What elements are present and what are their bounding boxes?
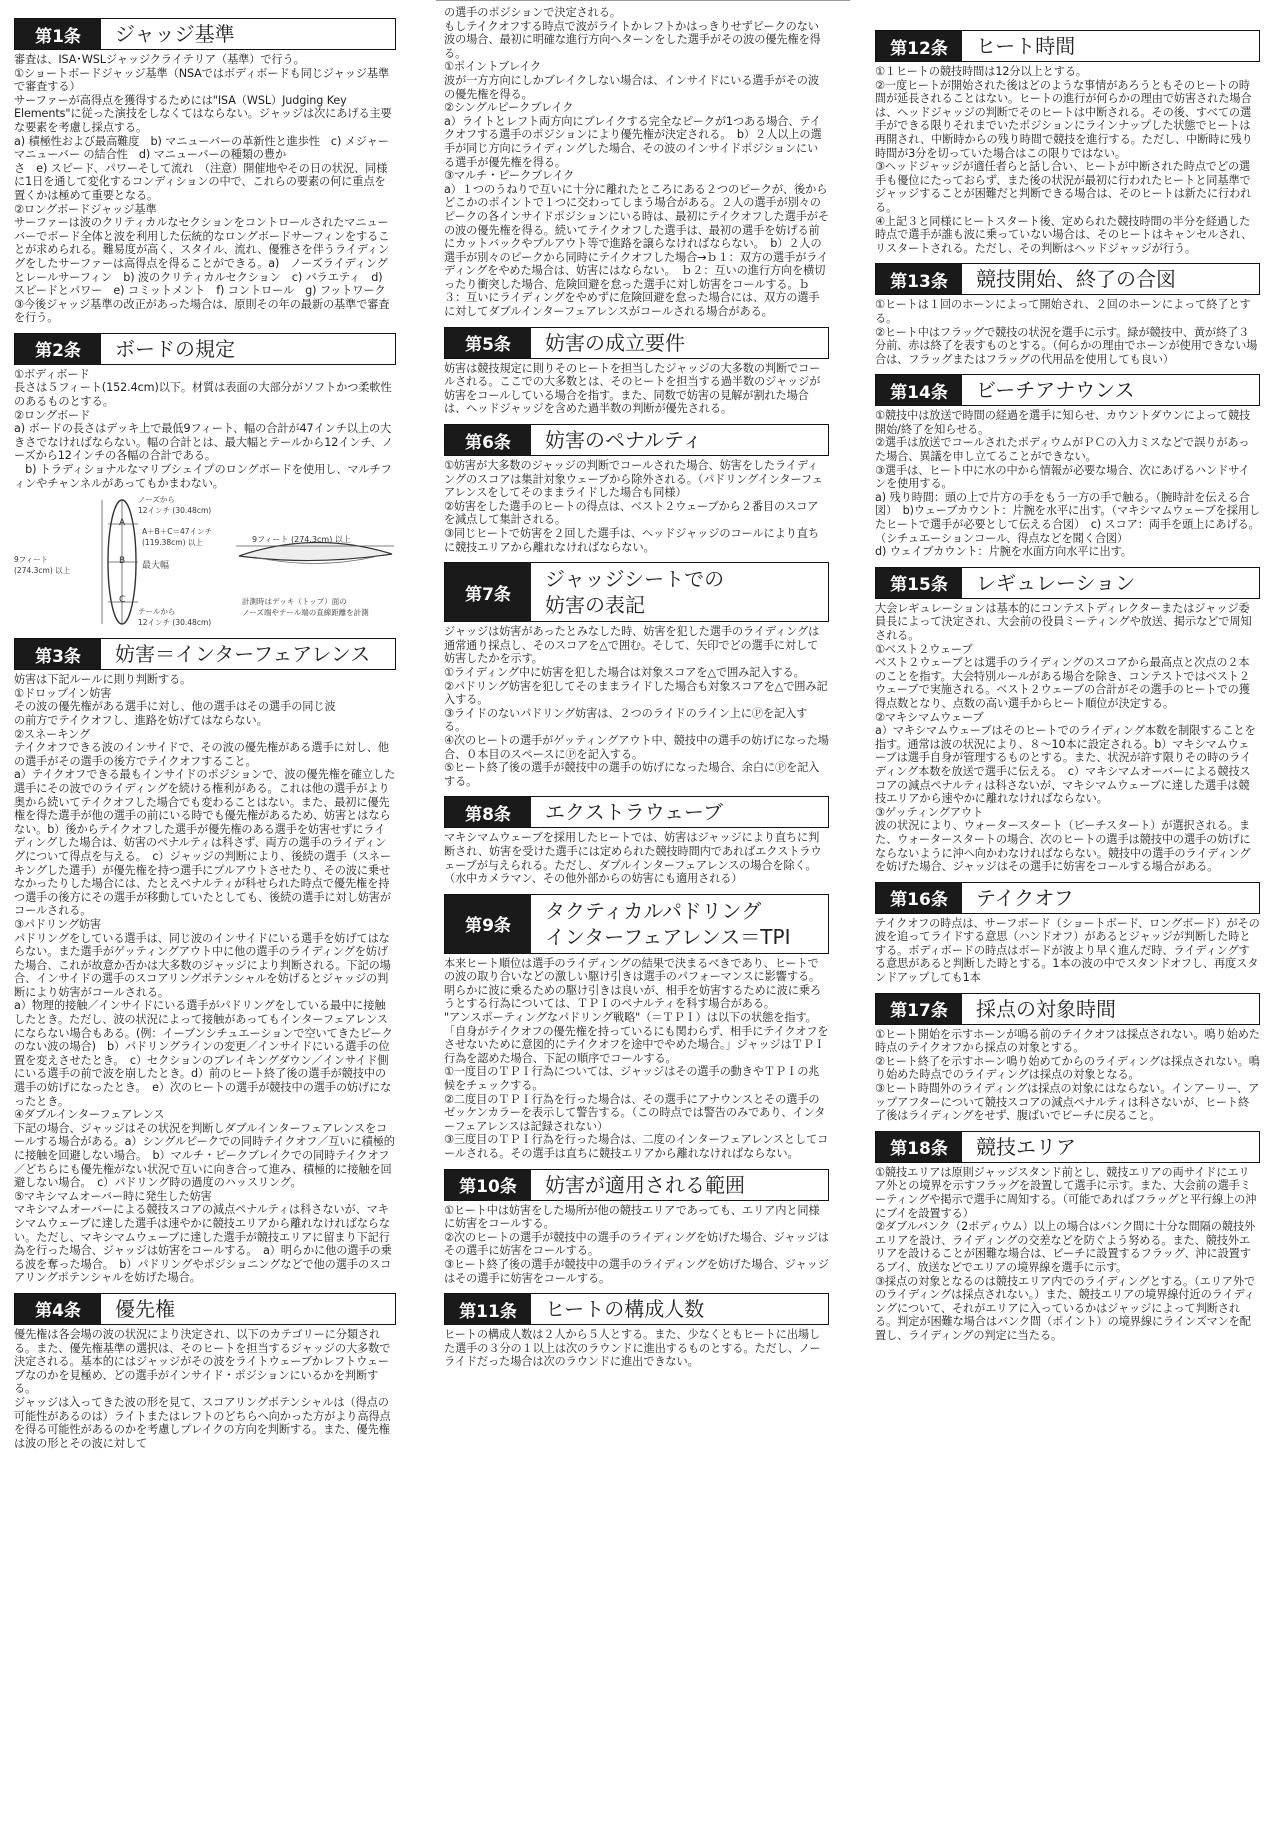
article-5 [444,327,829,416]
article-18 [875,1131,1260,1343]
column-2 [444,6,829,1377]
article-4 [14,1293,396,1450]
article-header [444,1169,829,1201]
article-header [14,333,396,365]
article-header [444,796,829,828]
article-2 [14,333,396,630]
article-title: 妨害のペナルティ [545,428,703,453]
article-10 [444,1169,829,1286]
article-title: 競技開始、終了の合図 [976,267,1176,292]
article-number: 第12条 [876,31,962,61]
article-12 [875,30,1260,255]
nose-label: ノーズから 12インチ (30.48cm) [138,495,212,516]
column-1 [14,18,396,1458]
measure-note: 計測時はデッキ（トップ）面の ノーズ端やテール端の直線距離を計測 [242,597,369,618]
article-body: ①ヒートは１回のホーンによって開始され、２回のホーンによって終了とする。 ②ヒート中はフラッグで競技の状況を選手に示す。緑が競技中、黄が終了３分前、赤は終了を表すものとする。（何らかの理由でホーンが使用できない場合は、フラッグまたはフラッグの代用品を使用しても良い） [875,298,1258,366]
article-body: 大会レギュレーションは基本的にコンテストディレクターまたはジャッジ委員長によって決定され、大会前の役員ミーティングや放送、掲示などで周知される。 ①ベスト２ウェーブ ベスト２ウェーブとは選手のライディングのスコアから最高点と次点の２本のことを指す。大会特別ルールがある場合を除き、コンテストではベスト２ウェーブで実施される。ベスト２ウェーブの合計がその選手のヒートでの獲得点数となり、点数の高い選手からヒート順位が決定する。 ②マキシマムウェーブ a）マキシマムウェーブはそのヒートでのライディング本数を制限することを指す。通常は波の状況により、８～10本に設定される。b）マキシマムウェーブは選手自身が管理するものとする。また、状況が許す限りその時のライディング本数を放送で選手に伝える。 c）マキシマムオーバーによる競技スコアの減点ペナルティは科さないが、マキシマムウェーブに達した選手は競技エリアから速やかに離れなければならない。 ③ゲッティングアウト 波の状況により、ウォータースタート（ビーチスタート）が選択される。また、ウォータースタートの場合、次のヒートの選手は競技中の選手の妨げにならないように沖へ向かわなければならない。競技中の選手のライディングを妨げた場合、ジャッジはその選手に妨害をコールする場合がある。 [875,601,1256,874]
article-11 [444,1293,829,1369]
article-header [444,1293,829,1325]
article-body: テイクオフの時点は、サーフボード（ショートボード、ロングボード）がその波を追ってライドする意思（ハンドオフ）があるとジャッジが判断した時とする。ボディボードの時点はボードが波より早く進んだ時、ライディングする意思があると判断した時とする。1本の波の中でスタンドオフし、再度スタンドアップしても1本 [875,916,1260,985]
article-body: ヒートの構成人数は２人から５人とする。また、少なくともヒートに出場した選手の３分の１以上は次のラウンドに進出するものとする。ただし、ノーライドだった場合は次のラウンドに進出できない。 [444,1328,821,1369]
article-header [875,882,1260,914]
article-body: 妨害は競技規定に則りそのヒートを担当したジャッジの大多数の判断でコールされる。ここでの大多数とは、そのヒートを担当する過半数のジャッジが妨害をコールしている場合を指す。また、同数で妨害の見解が割れた場合は、ヘッドジャッジを含めた過半数の判断が優先される。 [444,361,821,416]
article-body: ①ヒート開始を示すホーンが鳴る前のテイクオフは採点されない。鳴り始めた時点のテイクオフから採点の対象とする。 ②ヒート終了を示すホーン鳴り始めてからのライディングは採点されない。鳴り始めた時点でのライディングは採点の対象となる。 ③ヒート時間外のライディングは採点の対象にはならない。インアーリー、アップアフターについて競技スコアの減点ペナルティは科さないが、ヒート終了後はライディングをせず、腹ばいでビーチに戻ること。 [875,1027,1260,1123]
article-1 [14,18,396,325]
article-17 [875,993,1260,1123]
length-side-label: 9フィート (274.3cm) 以上 [14,555,71,576]
article-header [14,638,396,670]
article-body: ①１ヒートの競技時間は12分以上とする。 ②一度ヒートが開始された後はどのような事情があろうともそのヒートの時間が延長されることはない。ヒートの進行が何らかの理由で妨害された場合は、ヘッドジャッジの判断でそのヒートは中断される。その後、すべての選手ができる限りそれまでいたポジションにラインナップした状態でヒートは再開され、中断時からの残り時間で競技を進行する。ただし、中断時に残り時間が3分を切っていた場合はこの限りではない。 ③ヘッドジャッジが適任者らと話し合い、ヒートが中断された時点でどの選手も優位にたっておらず、また後の状況が最初に行われたヒートと同基準でジャッジすることが困難だと判断できる場合は、そのヒートは新たに行われる。 ④上記３と同様にヒートスタート後、定められた競技時間の半分を経過した時点で選手が誰も波に乗っていない場合は、そのヒートはキャンセルされ、リスタートされる。ただし、その判断はヘッドジャッジが行う。 [875,65,1253,255]
article-header [875,374,1260,406]
article-header [444,562,829,622]
article-number: 第17条 [876,994,962,1024]
width-sum-label: A＋B＋C＝47インチ (119.38cm) 以上 [142,527,213,548]
article-body: ①妨害が大多数のジャッジの判断でコールされた場合、妨害をしたライディングのスコアは集計対象ウェーブから除外される。（パドリングインターフェアレンスをしてそのままライドした場合も同様） ②妨害をした選手のヒートの得点は、ベスト２ウェーブから２番目のスコアを減点して集計される。 ③同じヒートで妨害を２回した選手は、ヘッドジャッジのコールにより直ちに競技エリアから離れなければならない。 [444,459,823,554]
article-body: ①ボディボード 長さは５フィート(152.4cm)以下。材質は表面の大部分がソフトかつ柔軟性のあるものとする。 ②ロングボード a) ボードの長さはデッキ上で最低9フィート、幅の合計が47インチ以上の大きさでなければならない。幅の合計とは、最大幅とテールから12インチ、ノーズから12インチの各幅の合計である。 b) トラディショナルなマリブシェイプのロングボードを使用し、マルチフィンやチャンネルがあってもかまわない。 [14,367,393,490]
article-number: 第10条 [445,1170,531,1200]
article-header [875,567,1260,599]
article-title: ビーチアナウンス [976,378,1135,403]
article-header [875,993,1260,1025]
article-number: 第14条 [876,375,962,405]
article-body: 優先権は各会場の波の状況により決定され、以下のカテゴリーに分類される。また、優先権基準の選択は、そのヒートを担当するジャッジの大多数で決定される。基本的にはジャッジがその波をライトウェーブかレフトウェーブなのかを見極め、どの選手がインサイド・ポジションにいるかを判断する。 ジャッジは入ってきた波の形を見て、スコアリングポテンシャルは（得点の可能性があるのは）ライトまたはレフトのどちらへ向かった方がより高得点を得る可能性があるのかを考慮しプレイクの方向を判断する。また、優先権は波の形とその波に対して [14,1327,391,1450]
article-number: 第7条 [445,563,531,621]
article-4-continued [444,6,829,319]
article-8 [444,796,829,885]
top-rule [436,0,850,1]
label-c: C [119,595,126,606]
article-title: タクティカルパドリング インターフェアレンス＝TPI [545,898,791,949]
article-number: 第16条 [876,883,962,913]
article-title: ジャッジ基準 [115,22,235,46]
article-title: 妨害が適用される範囲 [545,1172,745,1197]
max-width-label: 最大幅 [142,561,170,572]
article-title: 妨害＝インターフェアレンス [115,642,371,667]
article-title: 優先権 [115,1296,175,1321]
article-number: 第5条 [445,328,531,358]
article-number: 第9条 [445,895,531,953]
article-3 [14,638,396,1285]
article-body: マキシマムウェーブを採用したヒートでは、妨害はジャッジにより直ちに判断され、妨害を受けた選手には定められた競技時間内であればエクストラウェーブが与えられる。ただし、ダブルインターフェアレンスの場合を除く。（水中カメラマン、その他外部からの妨害にも適用される） [444,831,822,886]
article-title: レギュレーション [976,570,1136,595]
article-title: 妨害の成立要件 [545,330,685,355]
article-header [875,30,1260,62]
article-14 [875,374,1260,559]
article-number: 第2条 [15,334,101,364]
article-13 [875,263,1260,366]
article-title: テイクオフ [976,885,1074,910]
column-3 [875,30,1260,1351]
longboard-diagram [14,494,396,630]
article-body: 審査は、ISA･WSLジャッジクライテリア（基準）で行う。 ①ショートボードジャッジ基準（NSAではボディボードも同じジャッジ基準で審査する） サーファーが高得点を獲得するためには"ISA（WSL）Judging Key Elements"に従った演技をしなくてはならない。ジャッジは次にあげる主要な要素を考慮し採点する。 a) 積極性および最高難度 b) マニューバーの革新性と進歩性 c) メジャーマニューバー の結合性 d) マニューバーの種類の豊か さ e) スピード、パワーそして流れ （注意）開催地やその日の状況、同様に1日を通して変化するコンディションの中で、これらの要素の何に重点を置くかは極めて重要となる。 ②ロングボードジャッジ基準 サーファーは波のクリティカルなセクションをコントロールされたマニューバーでボード全体と波を利用した伝統的なロングボードサーフィンをすることが求められる。難易度が高く、スタイル、流れ、優雅さを伴うライディングをしたサーファーは高得点を得ることができる。a) ノーズライディングとレールサーフィン b) 波のクリティカルセクション c) バラエティ d) スピードとパワー e) コミットメント f) コントロール g) フットワーク ③今後ジャッジ基準の改正があった場合は、原則その年の最新の基準で審査を行う。 [14,53,392,325]
article-number: 第3条 [15,639,101,669]
article-6 [444,424,829,554]
article-title: ジャッジシートでの 妨害の表記 [545,567,725,618]
article-body: ①競技中は放送で時間の経過を選手に知らせ、カウントダウンによって競技開始/終了を知らせる。 ②選手は放送でコールされたポディウムがＰＣの入力ミスなどで誤りがあった場合、異議を申し立てることができない。 ③選手は、ヒート中に水の中から情報が必要な場合、次にあげるハンドサインを使用する。 a) 残り時間：頭の上で片方の手をもう一方の手で触る。（腕時計を伝える合図） b)ウェーブカウント：片腕を水平に出す。（マキシマムウェーブを採用したヒートで選手が必要として伝える合図） c) スコア：両手を頭上にあげる。（シチュエーションコール、得点などを聞く合図） d) ウェイブカウント：片腕を水面方向水平に出す。 [875,409,1260,559]
article-body: 本来ヒート順位は選手のライディングの結果で決まるべきであり、ヒートでの波の取り合いなどの激しい駆け引きは選手のパフォーマンスに影響する。明らかに波に乗るための駆け引きは良いが、相手を妨害するために波に乗ろうとする行為については、ＴＰＩのペナルティを科す場合がある。 "アンスポーティングなパドリング戦略"（＝ＴＰＩ）は以下の状態を指す。「自身がテイクオフの優先権を持っているにも関わらず、相手にテイクオフをさせないために意図的にテイクオフを途中でやめた場合。」ジャッジはＴＰＩ行為を認めた場合、下記の順序でコールする。 ①一度目のＴＰＩ行為については、ジャッジはその選手の動きやＴＰＩの兆候をチェックする。 ②二度目のＴＰＩ行為を行った場合は、その選手にアナウンスとその選手のゼッケンカラーを表示して警告する。（この時点では警告のみであり、インターフェアレンスは記録されない） ③三度目のＴＰＩ行為を行った場合は、二度のインターフェアレンスとしてコールされる。その選手は直ちに競技エリアから離れなければならない。 [444,956,829,1160]
article-title: エクストラウェーブ [545,800,723,825]
article-title: 採点の対象時間 [976,996,1116,1021]
length-top-label: 9フィート (274.3cm) 以上 [252,535,351,545]
article-number: 第8条 [445,797,531,827]
article-header [875,263,1260,295]
article-title: 競技エリア [976,1134,1076,1159]
article-title: ヒート時間 [976,34,1076,58]
article-number: 第13条 [876,264,962,294]
article-header [444,327,829,359]
article-body: ①競技エリアは原則ジャッジスタンド前とし、競技エリアの両サイドにエリア外との境界を示すフラッグを設置して選手に示す。また、大会前の選手ミーティングや掲示で選手に周知する。（可能であればフラッグと平行線上の沖にブイを設置する） ②ダブルバンク（2ポディウム）以上の場合はバンク間に十分な間隔の競技外エリアを設け、ライディングの交差などを防ぐよう努める。また、競技外エリアを設けることが困難な場合は、ビーチに設置するフラッグ、沖に設置するブイ、放送などでエリアの境界線を選手に示す。 ③採点の対象となるのは競技エリア内でのライディングとする。（エリア外でのライディングは採点されない。）また、競技エリアの境界線付近のライディングについて、それがエリアに入っているかはジャッジによって判断される。判定が困難な場合はバンク間（ポイント）の境界線にラインズマンを配置し、ライディングの判定に当たる。 [875,1165,1257,1342]
article-9 [444,894,829,1161]
article-number: 第15条 [876,568,962,598]
article-number: 第18条 [876,1132,962,1162]
article-title: ヒートの構成人数 [545,1297,705,1322]
label-a: A [119,518,126,529]
article-header [444,424,829,456]
article-7 [444,562,829,788]
article-number: 第11条 [445,1294,531,1324]
article-body: の選手のポジションで決定される。 もしテイクオフする時点で波がライトかレフトかはっきりせずピークのない波の場合、最初に明確な進行方向へターンをした選手がその波の優先権を得る。 ①ポイントブレイク 波が一方方向にしかブレイクしない場合は、インサイドにいる選手がその波の優先権を得る。 ②シングルピークブレイク a）ライトとレフト両方向にブレイクする完全なピークが1つある場合、テイクオフする選手のポジションにより優先権が決定される。 b）２人以上の選手が同じ方向にライディングした場合、その波のインサイドポジションにいる選手が優先権を得る。 ③マルチ・ピークブレイク a）１つのうねりで互いに十分に離れたところにある２つのピークが、後からどこかのポイントで１つに交わってしまう場合がある。２人の選手が別々のピークの各インサイドポジションにいる時は、最初にテイクオフした選手がその波の優先権を得る。続いてテイクオフした選手は、最初の選手を妨げる前にカットバックやプルアウト等で進路を譲らなければならない。 b）２人の選手が別々のピークから同時にテイクオフした場合→ｂ１：双方の選手がライディングをやめた場合は、妨害にはならない。 ｂ２：互いの進行方向を横切ったり衝突した場合、危険回避を怠った選手に対し妨害をコールする。ｂ３：互いにライディングをやめずに危険回避を怠った場合には、双方の選手に対してダブルインターフェアレンスがコールされる場合がある。 [444,6,829,319]
article-header [444,894,829,954]
article-16 [875,882,1260,985]
article-header [14,18,396,50]
tail-label: テールから 12インチ (30.48cm) [138,607,212,628]
article-15 [875,567,1260,874]
article-body: ①ヒート中は妨害をした場所が他の競技エリアであっても、エリア内と同様に妨害をコールする。 ②次のヒートの選手が競技中の選手のライディングを妨げた場合、ジャッジはその選手に妨害をコールする。 ③ヒート終了後の選手が競技中の選手のライディングを妨げた場合、ジャッジはその選手に妨害をコールする。 [444,1203,829,1285]
article-header [14,1293,396,1325]
article-number: 第1条 [15,19,101,49]
label-b: B [119,556,126,567]
article-title: ボードの規定 [115,336,235,361]
article-body: 妨害は下記ルールに則り判断する。 ①ドロップイン妨害 その波の優先権がある選手に対し、他の選手はその選手の同じ波 の前方でテイクオフし、進路を妨げてはならない。 ②スネーキング テイクオフできる波のインサイドで、その波の優先権がある選手に対し、他の選手がその選手の後方でテイクオフすること。 a）テイクオフできる最もインサイドのポジションで、波の優先権を確立した選手にその波でのライディングを続ける権利がある。これは他の選手がより奥から続いてテイクオフした場合でも変わることはない。また、最初に優先権を得た選手が他の選手の前にいる時でも優先権があるため、妨害とはならない。b）後からテイクオフした選手が優先権のある選手を妨害せずにライディングした場合は、妨害のペナルティは科さず、両方の選手のライディングについて得点を与える。 c）ジャッジの判断により、後続の選手（スネーキングした選手）が優先権を持つ選手にプルアウトさせたり、その波に乗せなかったりした場合には、たとえペナルティが科せられた時点で優先権を持つ選手の後方にその選手が移動していたとしても、後続の選手に対し妨害がコールされる。 ③パドリング妨害 パドリングをしている選手は、同じ波のインサイドにいる選手を妨げてはならない。また選手がゲッティングアウト中に他の選手のライディングを妨げた場合、これが故意か否かは大多数のジャッジにより判断される。下記の場合、インサイドの選手のスコアリングポテンシャルを妨げるとジャッジの判断により妨害がコールされる。 a）物理的接触／インサイドにいる選手がパドリングをしている最中に接触したとき。ただし、波の状況によって接触があってもインターフェアレンスにならない場合もある。(例：イーブンシチュエーションで空いてきたピークのない波の場合) b）パドリングラインの変更／インサイドにいる選手の位置を変えさせたとき。 c）セクションのブレイキングダウン／インサイド側にいる選手の前で波を崩したとき。d）前のヒート終了後の選手が競技中の選手の妨げになったとき。 e）次のヒートの選手が競技中の選手の妨げになったとき。 ④ダブルインターフェアレンス 下記の場合、ジャッジはその状況を判断しダブルインターフェアレンスをコールする場合がある。a）シングルピークでの同時テイクオフ／互いに積極的に接触を回避しない場合。 b）マルチ・ピークブレイクでの同時テイクオフ／どちらにも優先権がない状況で互いに向き合って進み、積極的に接触を回避しない場合。 c）パドリング時の過度のハッスリング。 ⑤マキシマムオーバー時に発生した妨害 マキシマムオーバーによる競技スコアの減点ペナルティは科さないが、マキシマムウェーブに達した選手は速やかに競技エリアから離れなければならない。ただし、マキシマムウェーブに達した選手が競技エリアに留まり下記行為を行った場合、ジャッジは妨害をコールする。 a）明らかに他の選手の乗る波を奪った場合。 b）パドリングやポジショニングなどで他の選手のスコアリングポテンシャルを妨げた場合。 [14,673,396,1285]
article-number: 第6条 [445,425,531,455]
article-number: 第4条 [15,1294,101,1324]
article-header [875,1131,1260,1163]
article-body: ジャッジは妨害があったとみなした時、妨害を犯した選手のライディングは通常通り採点し、そのスコアを△で囲む。そして、矢印でどの選手に対して妨害したかを示す。 ①ライディング中に妨害を犯した場合は対象スコアを△で囲み記入する。 ②パドリング妨害を犯してそのままライドした場合も対象スコアを△で囲み記入する。 ③ライドのないパドリング妨害は、２つのライドのライン上にⓅを記入する。 ④次のヒートの選手がゲッティングアウト中、競技中の選手の妨げになった場合、０本目のスペースにⓅを記入する。 ⑤ヒート終了後の選手が競技中の選手の妨げになった場合、余白にⓅを記入する。 [444,625,829,788]
